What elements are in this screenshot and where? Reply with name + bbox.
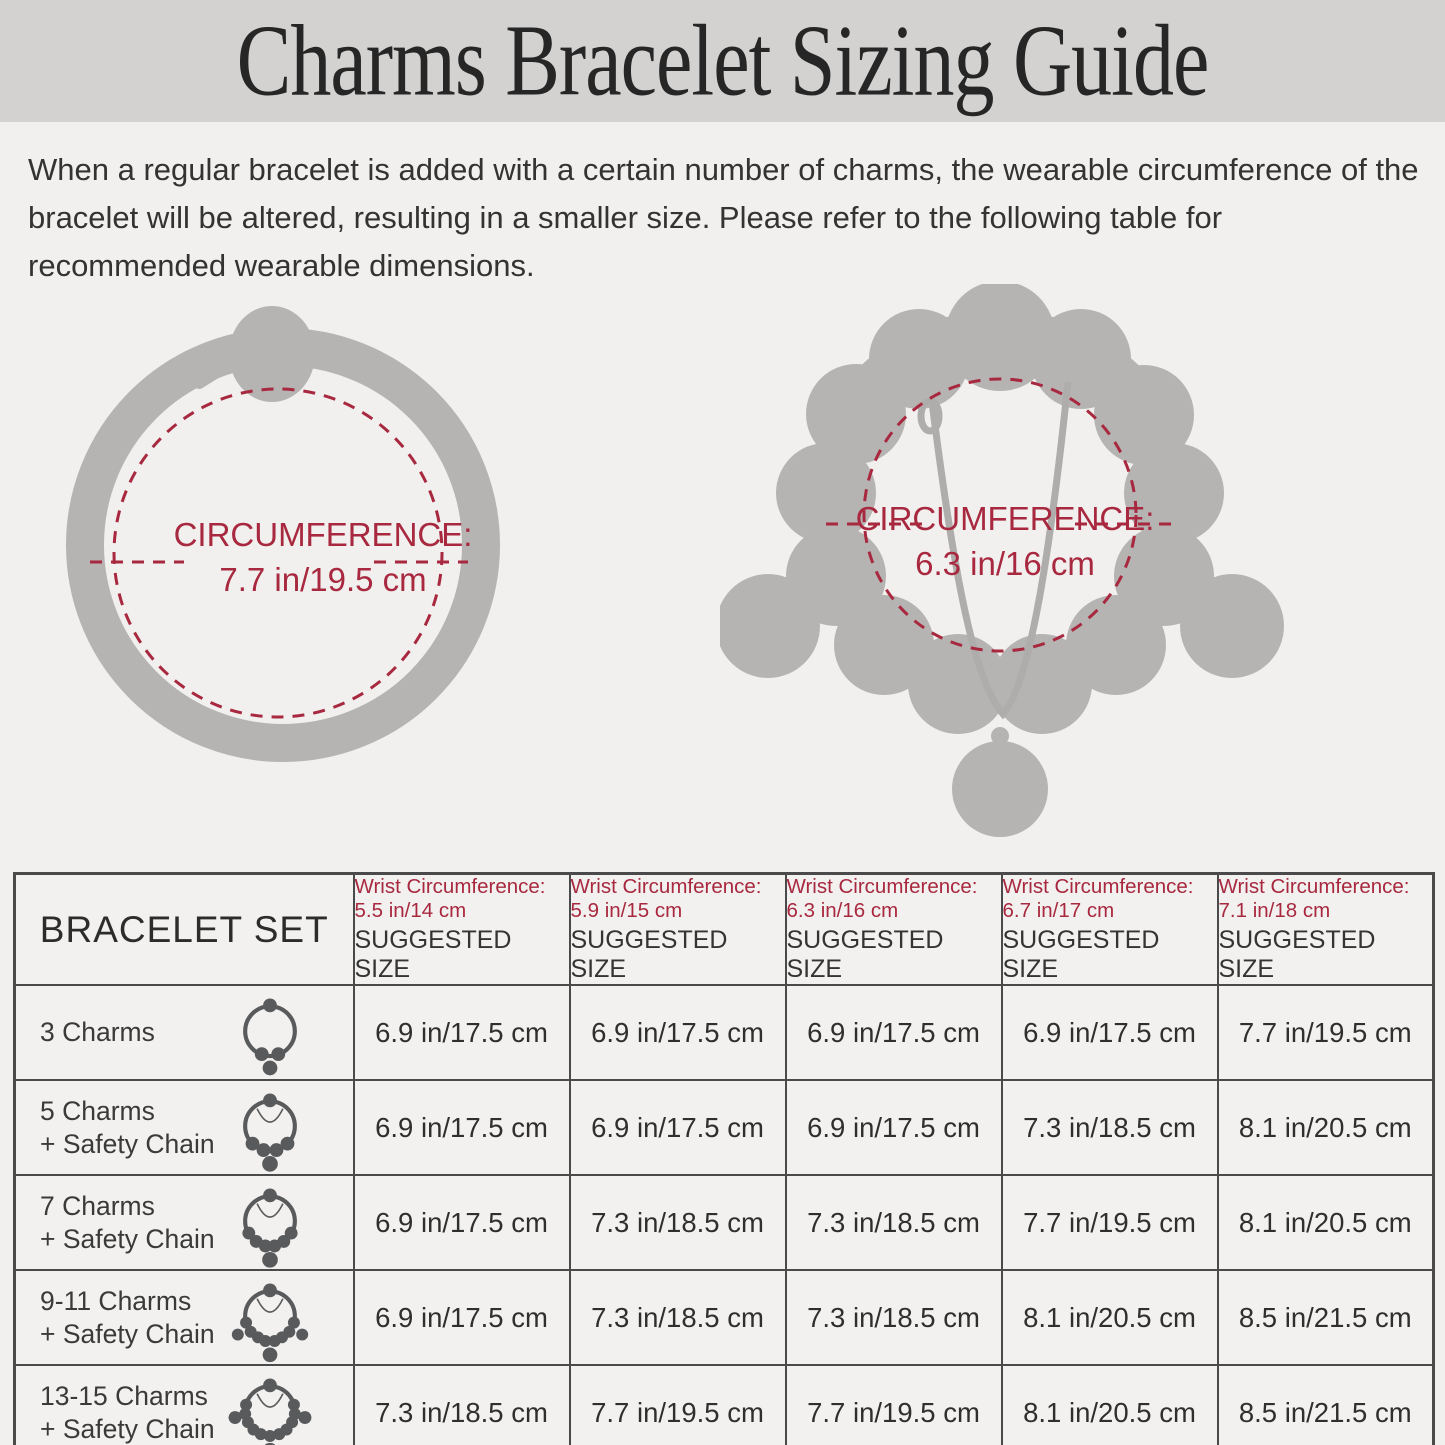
table-row: 3 Charms 6.9 in/17.5 cm 6.9 in/17.5 cm 6.9 in/17.5 cm 6.9 in/17.5 cm 7.7 in/19.5 cm: [15, 985, 1434, 1080]
table-row: 9-11 Charms + Safety Chain 6.9 in/17.5 cm 7.3 in/18.5 cm 7.3 in/18.5 cm 8.1 in/20.5 cm 8.5 in/21.5 cm: [15, 1270, 1434, 1365]
table-row: 13-15 Charms + Safety Chain 7.3 in/18.5 cm 7.7 in/19.5 cm 7.7 in/19.5 cm 8.1 in/20.5 cm 8.5 in/21.5 cm: [15, 1365, 1434, 1445]
set-name: 9-11 Charms: [40, 1285, 192, 1316]
wrist-header-16cm: Wrist Circumference: 6.3 in/16 cm SUGGESTED SIZE: [786, 874, 1002, 986]
set-name: 3 Charms: [40, 1017, 155, 1047]
circumference-value: 7.7 in/19.5 cm: [219, 561, 427, 598]
circumference-title: CIRCUMFERENCE:: [173, 516, 473, 553]
bracelet-9-11-charms-safety-chain-icon: [227, 1272, 313, 1364]
set-chain: + Safety Chain: [40, 1413, 215, 1444]
wrist-header-14cm: Wrist Circumference: 5.5 in/14 cm SUGGESTED SIZE: [354, 874, 570, 986]
bracelet-3-charms-icon: [227, 987, 313, 1079]
wrist-header-18cm: Wrist Circumference: 7.1 in/18 cm SUGGESTED SIZE: [1218, 874, 1434, 986]
circumference-value: 6.3 in/16 cm: [915, 545, 1095, 582]
page-title: Charms Bracelet Sizing Guide: [236, 3, 1209, 117]
sizing-table: [13, 872, 1435, 1445]
wrist-header-17cm: Wrist Circumference: 6.7 in/17 cm SUGGESTED SIZE: [1002, 874, 1218, 986]
table-row: 7 Charms + Safety Chain 6.9 in/17.5 cm 7.3 in/18.5 cm 7.3 in/18.5 cm 7.7 in/19.5 cm 8.1 in/20.5 cm: [15, 1175, 1434, 1270]
set-chain: + Safety Chain: [40, 1223, 215, 1254]
masthead: [0, 0, 1445, 122]
table-row: 5 Charms + Safety Chain 6.9 in/17.5 cm 6.9 in/17.5 cm 6.9 in/17.5 cm 7.3 in/18.5 cm 8.1 in/20.5 cm: [15, 1080, 1434, 1175]
plain-bracelet-circumference-label: [148, 512, 498, 602]
set-chain: + Safety Chain: [40, 1318, 215, 1349]
table-header-row: [15, 874, 1434, 986]
charm-bracelet-circumference-label: [830, 496, 1180, 586]
wrist-header-15cm: Wrist Circumference: 5.9 in/15 cm SUGGESTED SIZE: [570, 874, 786, 986]
set-name: 7 Charms: [40, 1190, 155, 1221]
bracelet-set-header: BRACELET SET: [15, 874, 354, 986]
diagram-section: [0, 290, 1445, 862]
intro-paragraph: When a regular bracelet is added with a certain number of charms, the wearable circumference of the bracelet will be altered, resulting in a smaller size. Please refer to the following table for recommended wearable dimensions.: [28, 152, 1419, 283]
set-name: 13-15 Charms: [40, 1380, 208, 1411]
circumference-title: CIRCUMFERENCE:: [855, 500, 1155, 537]
bracelet-13-15-charms-safety-chain-icon: [227, 1367, 313, 1445]
bracelet-7-charms-safety-chain-icon: [227, 1177, 313, 1269]
bracelet-5-charms-safety-chain-icon: [227, 1082, 313, 1174]
set-chain: + Safety Chain: [40, 1128, 215, 1159]
set-name: 5 Charms: [40, 1095, 155, 1126]
